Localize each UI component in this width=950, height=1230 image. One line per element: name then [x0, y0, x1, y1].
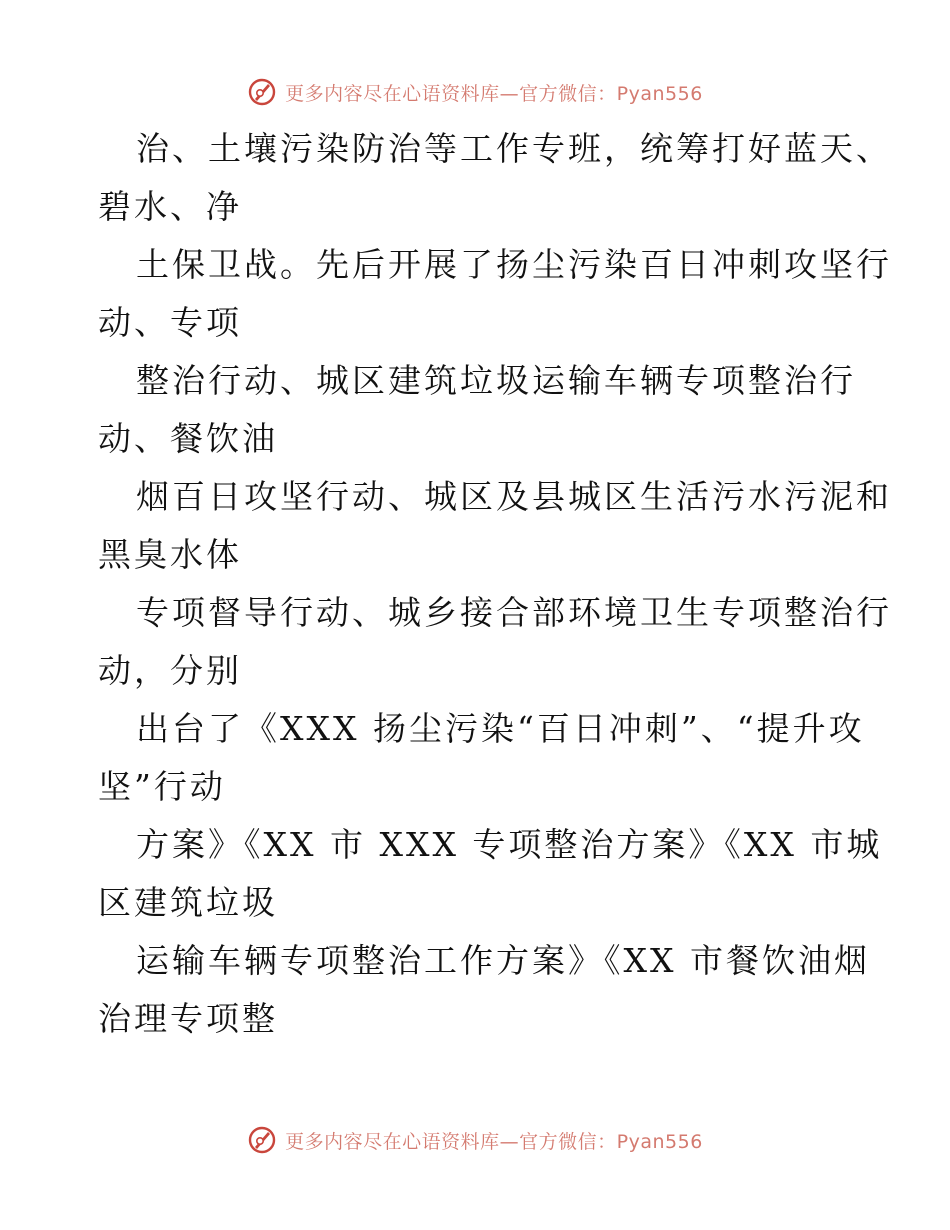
text-line: 动、餐饮油 [98, 419, 278, 458]
text-line: 治、土壤污染防治等工作专班，统筹打好蓝天、 [136, 129, 892, 168]
header-watermark [0, 72, 950, 112]
text-line: 黑臭水体 [98, 535, 242, 574]
watermark-text: 更多内容尽在心语资料库—官方微信：Pyan556 [285, 1130, 703, 1153]
logo-icon [247, 1125, 277, 1155]
logo-icon [247, 77, 277, 107]
text-line: 土保卫战。先后开展了扬尘污染百日冲刺攻坚行 [136, 245, 892, 284]
text-line: 整治行动、城区建筑垃圾运输车辆专项整治行 [136, 361, 856, 400]
text-line: 坚”行动 [98, 767, 226, 806]
text-line: 治理专项整 [98, 999, 278, 1038]
text-line: 出台了《XXX 扬尘污染“百日冲刺”、“提升攻 [136, 709, 865, 748]
text-line: 区建筑垃圾 [98, 883, 278, 922]
text-line: 动、专项 [98, 303, 242, 342]
text-line: 动，分别 [98, 651, 242, 690]
footer-watermark [0, 1120, 950, 1160]
text-line: 烟百日攻坚行动、城区及县城区生活污水污泥和 [136, 477, 892, 516]
text-line: 运输车辆专项整治工作方案》《XX 市餐饮油烟 [136, 941, 870, 980]
text-line: 专项督导行动、城乡接合部环境卫生专项整治行 [136, 593, 892, 632]
text-line: 方案》《XX 市 XXX 专项整治方案》《XX 市城 [136, 825, 883, 864]
text-line: 碧水、净 [98, 187, 242, 226]
watermark-text: 更多内容尽在心语资料库—官方微信：Pyan556 [285, 82, 703, 105]
